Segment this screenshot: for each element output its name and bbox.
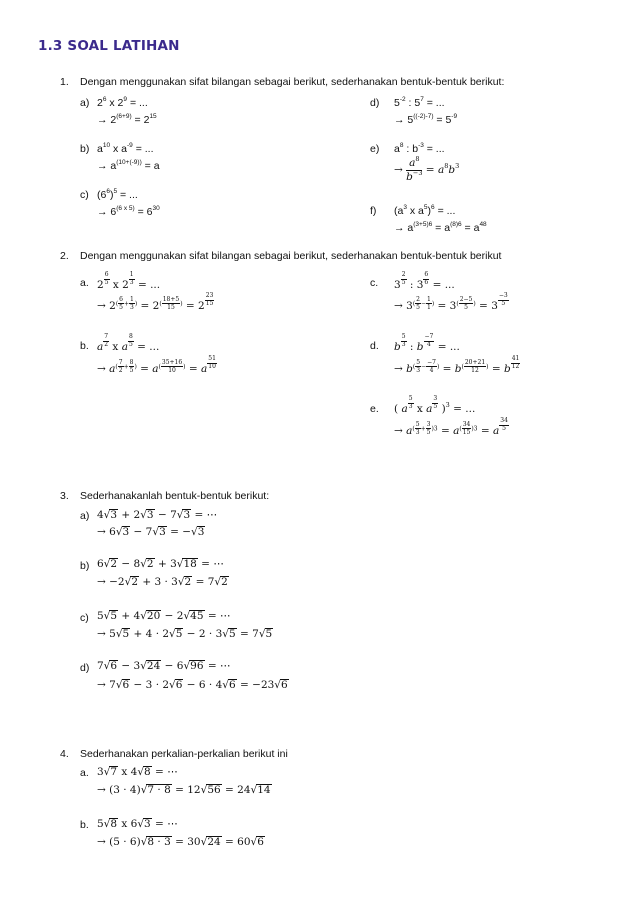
q1f-problem: ($a^3$ x $a^5)^6$ = ... xyxy=(394,204,456,217)
q1-number: 1. xyxy=(60,76,69,88)
q3c-problem: 5√5 + 4√20 − 2√45 = ⋯ xyxy=(97,610,231,622)
q3b-problem: 6√2 − 8√2 + 3√18 = ⋯ xyxy=(97,558,224,570)
q1d-label: d) xyxy=(370,97,380,109)
q3c-answer: → 5√5 + 4 · 2√5 − 2 · 3√5 = 7√5 xyxy=(97,628,273,640)
q4b-label: b. xyxy=(80,819,89,831)
q1-instruction: Dengan menggunakan sifat bilangan sebagai berikut, sederhanakan bentuk-bentuk berikut: xyxy=(80,76,505,88)
q2a-label: a. xyxy=(80,277,89,289)
q2a-answer: → 2( $\frac{6}{5}$ + $\frac{1}{3}$ ) = 2( $\frac{18+5}{15}$ ) = 2 $\frac{23}{15}$ xyxy=(97,292,214,312)
q1d-answer: → $5^{((-2)-7)} = 5^{-9}$ xyxy=(394,113,458,126)
q2d-label: d. xyxy=(370,340,379,352)
q1a-problem: $2^6$ x $2^9$ = ... xyxy=(97,96,148,109)
q4b-answer: → (5 · 6)√8 · 3 = 30√24 = 60√6 xyxy=(97,836,264,848)
q1a-label: a) xyxy=(80,97,90,109)
q2d-answer: → b( $\frac{5}{3}$ − $\frac{-7}{4}$ ) = b( $\frac{20+21}{12}$ ) = b $\frac{41}{12}$ xyxy=(394,355,520,375)
q3c-label: c) xyxy=(80,612,89,624)
q2e-label: e. xyxy=(370,403,379,415)
q2a-problem: 2 $\frac{6}{5}$ x 2 $\frac{1}{3}$ = ... xyxy=(97,271,161,291)
q2e-problem: ( a $\frac{5}{3}$ x a $\frac{3}{5}$ )$^3$ = ... xyxy=(394,395,476,415)
q3b-answer: → −2√2 + 3 · 3√2 = 7√2 xyxy=(97,576,228,588)
q2c-label: c. xyxy=(370,277,379,289)
q1e-problem: $a^8$ : $b^{-3}$ = ... xyxy=(394,142,445,155)
q2d-problem: b $\frac{5}{3}$ : b $\frac{-7}{4}$ = ... xyxy=(394,333,460,353)
q4b-problem: 5√8 x 6√3 = ⋯ xyxy=(97,818,178,830)
q3b-label: b) xyxy=(80,560,90,572)
q2b-label: b. xyxy=(80,340,89,352)
q4a-label: a. xyxy=(80,767,89,779)
q1b-problem: $a^{10}$ x $a^{-9}$ = ... xyxy=(97,142,154,155)
q2b-answer: → a( $\frac{7}{2}$ + $\frac{8}{5}$ ) = a( $\frac{35+16}{10}$ ) = a $\frac{51}{10}$ xyxy=(97,355,216,375)
q3d-answer: → 7√6 − 3 · 2√6 − 6 · 4√6 = −23√6 xyxy=(97,679,288,691)
q1f-answer: → $a^{(3+5)6} = a^{(8)6} = a^{48}$ xyxy=(394,221,487,234)
q3-number: 3. xyxy=(60,490,69,502)
q4a-problem: 3√7 x 4√8 = ⋯ xyxy=(97,766,178,778)
q2c-answer: → 3( $\frac{2}{5}$ − $\frac{1}{1}$ ) = 3( $\frac{2-5}{5}$ ) = 3 $\frac{-3}{5}$ xyxy=(394,292,508,312)
q1b-label: b) xyxy=(80,143,90,155)
q1d-problem: $5^{-2}$ : $5^7$ = ... xyxy=(394,96,445,109)
q1a-answer: → $2^{(6+9)} = 2^{15}$ xyxy=(97,113,157,126)
q4a-answer: → (3 · 4)√7 · 8 = 12√56 = 24√14 xyxy=(97,784,271,796)
page-title: 1.3 SOAL LATIHAN xyxy=(38,38,180,54)
q2e-answer: → a( $\frac{5}{3}$ + $\frac{3}{5}$ )3 = a( $\frac{34}{15}$ )3 = a $\frac{34}{5}$ xyxy=(394,417,508,437)
q1e-label: e) xyxy=(370,143,380,155)
q3d-problem: 7√6 − 3√24 − 6√96 = ⋯ xyxy=(97,660,231,672)
q1f-label: f) xyxy=(370,205,377,217)
q1c-problem: $(6^6)^5$ = ... xyxy=(97,188,138,201)
q3a-problem: 4√3 + 2√3 − 7√3 = ⋯ xyxy=(97,509,218,521)
q1c-label: c) xyxy=(80,189,89,201)
q3d-label: d) xyxy=(80,662,90,674)
q1b-answer: → $a^{(10+(-9))} = a$ xyxy=(97,159,160,172)
q1e-answer: → $\frac{a^8}{b^{-3}}$ = $a^8b^3$ xyxy=(394,155,460,183)
q1c-answer: → $6^{(6 x 5)} = 6^{30}$ xyxy=(97,205,160,218)
q3a-answer: → 6√3 − 7√3 = −√3 xyxy=(97,526,205,538)
q2c-problem: 3 $\frac{2}{5}$ : 3 $\frac{6}{6}$ = ... xyxy=(394,271,455,291)
q3-instruction: Sederhanakanlah bentuk-bentuk berikut: xyxy=(80,490,270,502)
q2-instruction: Dengan menggunakan sifat bilangan sebagai berikut, sederhanakan bentuk-bentuk berikut xyxy=(80,250,502,262)
q2b-problem: a $\frac{7}{2}$ x a $\frac{8}{5}$ = ... xyxy=(97,333,160,353)
q2-number: 2. xyxy=(60,250,69,262)
q4-instruction: Sederhanakan perkalian-perkalian berikut ini xyxy=(80,748,288,760)
q4-number: 4. xyxy=(60,748,69,760)
q3a-label: a) xyxy=(80,510,90,522)
